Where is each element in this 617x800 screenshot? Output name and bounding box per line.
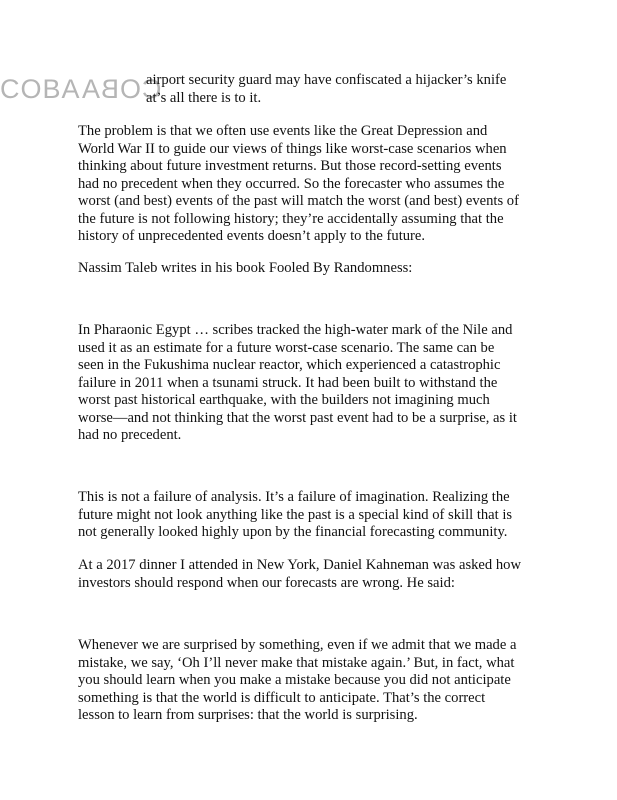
watermark-text: COBA — [0, 74, 81, 104]
text-line: the future is not following history; they’re accidentally assuming that the — [78, 210, 504, 227]
text-line: investors should respond when our forecasts are wrong. He said: — [78, 574, 455, 591]
text-line: World War II to guide our views of things like worst-case scenarios when — [78, 140, 507, 157]
text-line: had no precedent when they occurred. So the forecaster who assumes the — [78, 175, 505, 192]
text-line: not generally looked highly upon by the financial forecasting community. — [78, 524, 508, 540]
text-line: The problem is that we often use events like the Great Depression and — [78, 123, 488, 139]
quote-line: had no precedent. — [78, 427, 182, 443]
quote-line: used it as an estimate for a future worst-case scenario. The same can be — [78, 339, 495, 356]
quote-line: Whenever we are surprised by something, even if we admit that we made a — [78, 637, 517, 653]
quote-line: worst past historical earthquake, with the builders not imagining much — [78, 392, 490, 408]
quote-line: seen in the Fukushima nuclear reactor, which experienced a catastrophic — [78, 357, 501, 373]
watermark-mirrored-text: COBA — [80, 74, 162, 104]
quote-line: In Pharaonic Egypt … scribes tracked the high-water mark of the Nile and — [78, 322, 513, 338]
watermark — [0, 74, 161, 104]
text-line: worst (and best) events of the past will match the worst (and best) events of — [78, 193, 519, 209]
quote-line: failure in 2011 when a tsunami struck. It had been built to withstand the — [78, 374, 498, 391]
quote-line: something is that the world is difficult to anticipate. That’s the correct — [78, 689, 486, 706]
text-line: future might not look anything like the past is a special kind of skill that is — [78, 506, 513, 523]
text-line: thinking about future investment returns. But those record-setting events — [78, 158, 502, 174]
quote-line: mistake, we say, ‘Oh I’ll never make that mistake again.’ But, in fact, what — [78, 654, 515, 671]
paragraph-taleb-intro: Nassim Taleb writes in his book Fooled By Randomness: — [78, 260, 413, 276]
text-line: history of unprecedented events doesn’t apply to the future. — [78, 228, 426, 244]
text-line: This is not a failure of analysis. It’s a failure of imagination. Realizing the — [78, 489, 510, 505]
fragment-line-2: at’s all there is to it. — [146, 90, 262, 106]
fragment-line-1: airport security guard may have confiscated a hijacker’s knife — [146, 72, 507, 88]
quote-line: lesson to learn from surprises: that the world is surprising. — [78, 707, 418, 723]
quote-line: you should learn when you make a mistake because you did not anticipate — [78, 672, 511, 688]
text-line: At a 2017 dinner I attended in New York, Daniel Kahneman was asked how — [78, 557, 521, 573]
quote-line: worse—and not thinking that the worst past event had to be a surprise, as it — [78, 409, 517, 426]
